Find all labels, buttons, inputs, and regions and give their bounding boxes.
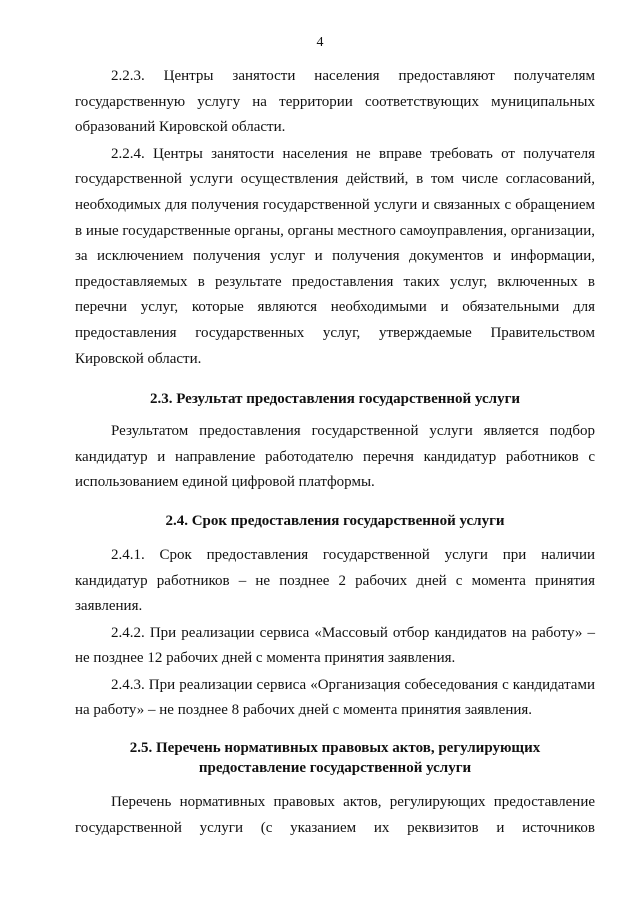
heading-2-4: 2.4. Срок предоставления государственной услуги [165,512,505,529]
heading-2-5 [75,738,595,778]
document-body [75,64,595,841]
heading-2-3: 2.3. Результат предоставления государственной услуги [149,391,521,408]
heading-2-5-line-2: предоставление государственной услуги [198,760,472,777]
heading-2-5-line-1: 2.5. Перечень нормативных правовых актов, регулирующих [129,740,541,757]
paragraph-2-4-1: 2.4.1. Срок предоставления государственной услуги при наличии кандидатур работников – не позднее 2 рабочих дней с момента принятия заявления. [75,546,595,615]
paragraph-2-2-3: 2.2.3. Центры занятости населения предоставляют получателям государственную услугу на территории соответствующих муниципальных образований Кировской области. [75,68,595,136]
page-number: 4 [316,35,324,50]
paragraph-2-2-4: 2.2.4. Центры занятости населения не вправе требовать от получателя государственной услуги осуществления действий, в том числе согласований, необходимых для получения государственной услуги и связанных с обращением в иные государственные органы, органы местного самоуправления, организации, за исключением получения услуг и получения документов и информации, предоставляемых в результате предоставления таких услуг, включенных в перечни услуг, которые являются необходимыми и обязательными для предоставления государственных услуг, утверждаемые Правительством Кировской области. [75,145,595,367]
paragraph-2-4-2: 2.4.2. При реализации сервиса «Массовый отбор кандидатов на работу» – не позднее 12 рабочих дней с момента принятия заявления. [75,624,595,667]
paragraph-2-4-3: 2.4.3. При реализации сервиса «Организация собеседования с кандидатами на работу» – не позднее 8 рабочих дней с момента принятия заявления. [75,676,595,719]
paragraph-2-5-body: Перечень нормативных правовых актов, регулирующих предоставление государственной услуги (с указанием их реквизитов и источников [75,794,595,836]
paragraph-2-3-body: Результатом предоставления государственной услуги является подбор кандидатур и направление работодателю перечня кандидатур работников с использованием единой цифровой платформы. [75,423,595,491]
